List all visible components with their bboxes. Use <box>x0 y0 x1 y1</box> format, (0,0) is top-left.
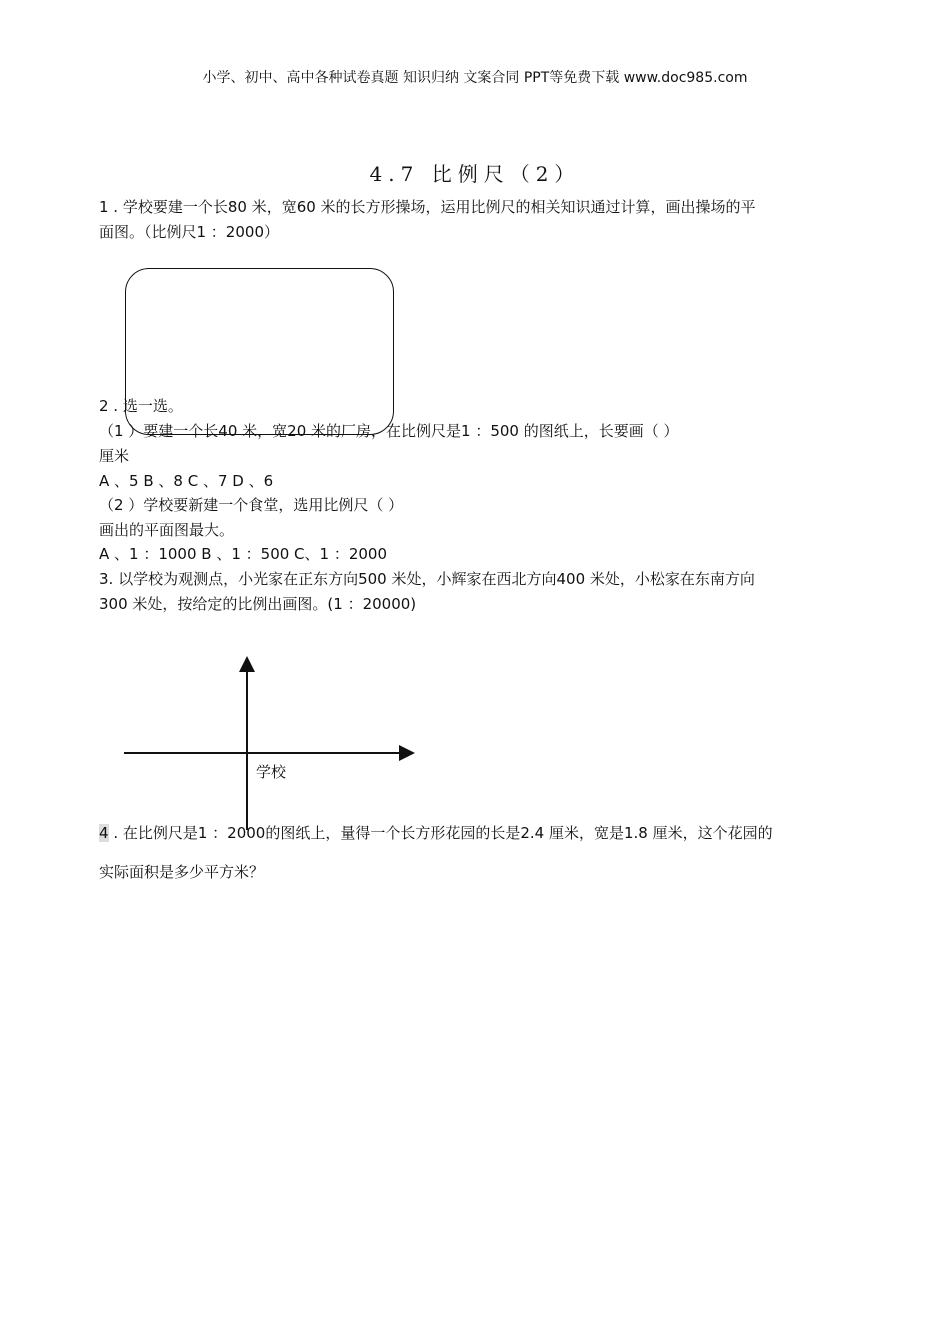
q2-head: 2 . 选一选。 <box>99 397 183 415</box>
page-header: 小学、初中、高中各种试卷真题 知识归纳 文案合同 PPT等免费下载 www.doc985.com <box>202 70 748 86</box>
q3-line1: 3. 以学校为观测点，小光家在正东方向500 米处，小辉家在西北方向400 米处，小松家在东南方向 <box>99 570 755 588</box>
q1-line1: 1 . 学校要建一个长80 米，宽60 米的长方形操场，运用比例尺的相关知识通过计算，画出操场的平 <box>99 198 756 216</box>
q4-line2: 实际面积是多少平方米？ <box>99 863 265 881</box>
q4-text: . 在比例尺是1 ：2000的图纸上，量得一个长方形花园的长是2.4 厘米，宽是1.8 厘米，这个花园的 <box>108 824 773 842</box>
q4-line1 <box>99 823 773 843</box>
q2-p2-line2: 画出的平面图最大。 <box>99 521 235 539</box>
q1-line2: 面图。（比例尺1 ：2000） <box>99 223 279 241</box>
q2-p1-line1: （1 ）要建一个长40 米，宽20 米的厂房，在比例尺是1 ：500 的图纸上，长要画（ ） <box>99 422 679 440</box>
q2-p1-line2: 厘米 <box>99 447 130 465</box>
origin-label: 学校 <box>256 763 287 781</box>
q2-p2-options: A 、1 ：1000 B 、1 ：500 C、1 ：2000 <box>99 545 388 563</box>
q3-line2: 300 米处，按给定的比例出画图。(1 ：20000) <box>99 595 417 613</box>
q4-number: 4 <box>99 824 109 842</box>
q2-p1-options: A 、5 B 、8 C 、7 D 、6 <box>99 472 274 490</box>
page-title: 4.7 比例尺（2） <box>369 162 581 186</box>
q2-p2-line1: （2 ）学校要新建一个食堂，选用比例尺（ ） <box>99 496 404 514</box>
